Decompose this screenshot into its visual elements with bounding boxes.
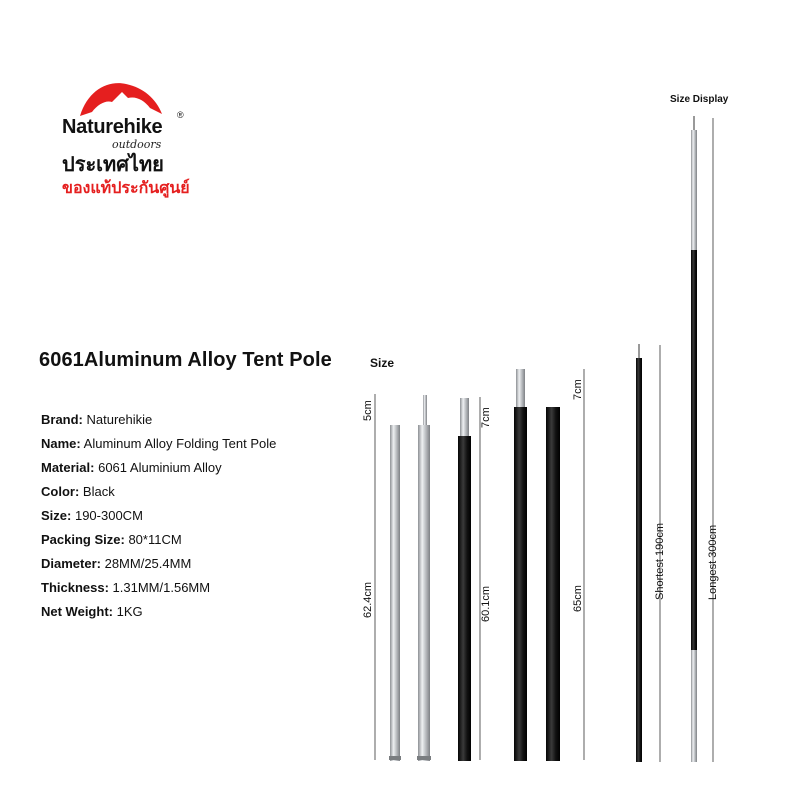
dim-black2-tip: 7cm	[572, 379, 584, 400]
spec-label: Material:	[41, 460, 95, 475]
spec-label: Packing Size:	[41, 532, 125, 547]
spec-label: Diameter:	[41, 556, 101, 571]
spec-value: 80*11CM	[128, 532, 182, 547]
spec-value: Black	[82, 484, 115, 499]
black-pole-2	[514, 369, 527, 761]
spec-value: 28MM/25.4MM	[104, 556, 192, 571]
size-display-heading: Size Display	[670, 94, 729, 105]
spec-value: 6061 Aluminium Alloy	[98, 460, 222, 475]
silver-pole-1	[389, 425, 401, 761]
spec-value: Aluminum Alloy Folding Tent Pole	[83, 436, 277, 451]
dim-silver-length: 62.4cm	[362, 581, 374, 618]
product-title: 6061Aluminum Alloy Tent Pole	[39, 349, 332, 371]
assembled-pole-shortest	[636, 344, 642, 762]
spec-label: Color:	[41, 484, 80, 499]
size-heading: Size	[370, 356, 395, 370]
dim-shortest: Shortest 190cm	[654, 522, 666, 600]
spec-value: 1.31MM/1.56MM	[112, 580, 211, 595]
assembled-pole-longest	[691, 116, 697, 762]
spec-label: Size:	[41, 508, 72, 523]
dim-longest: Longest 300cm	[707, 524, 719, 600]
dim-black1-length: 60.1cm	[480, 585, 492, 622]
spec-label: Net Weight:	[41, 604, 113, 619]
dim-black1-tip: 7cm	[480, 407, 492, 428]
registered-mark: ®	[177, 110, 184, 120]
brand-subtitle: outdoors	[112, 138, 162, 151]
spec-value: 190-300CM	[74, 508, 143, 523]
silver-pole-2	[417, 395, 431, 761]
spec-label: Brand:	[41, 412, 83, 427]
black-pole-3	[546, 407, 560, 761]
brand-country: ประเทศไทย	[62, 154, 164, 176]
spec-label: Thickness:	[41, 580, 109, 595]
dim-silver-tip: 5cm	[362, 400, 374, 421]
spec-label: Name:	[41, 436, 81, 451]
spec-value: 1KG	[116, 604, 143, 619]
dim-black2-length: 65cm	[572, 585, 584, 612]
brand-name: Naturehike	[62, 116, 163, 138]
spec-value: Naturehikie	[86, 412, 153, 427]
brand-tagline: ของแท้ประกันศูนย์	[62, 180, 190, 197]
black-pole-1	[458, 398, 471, 761]
